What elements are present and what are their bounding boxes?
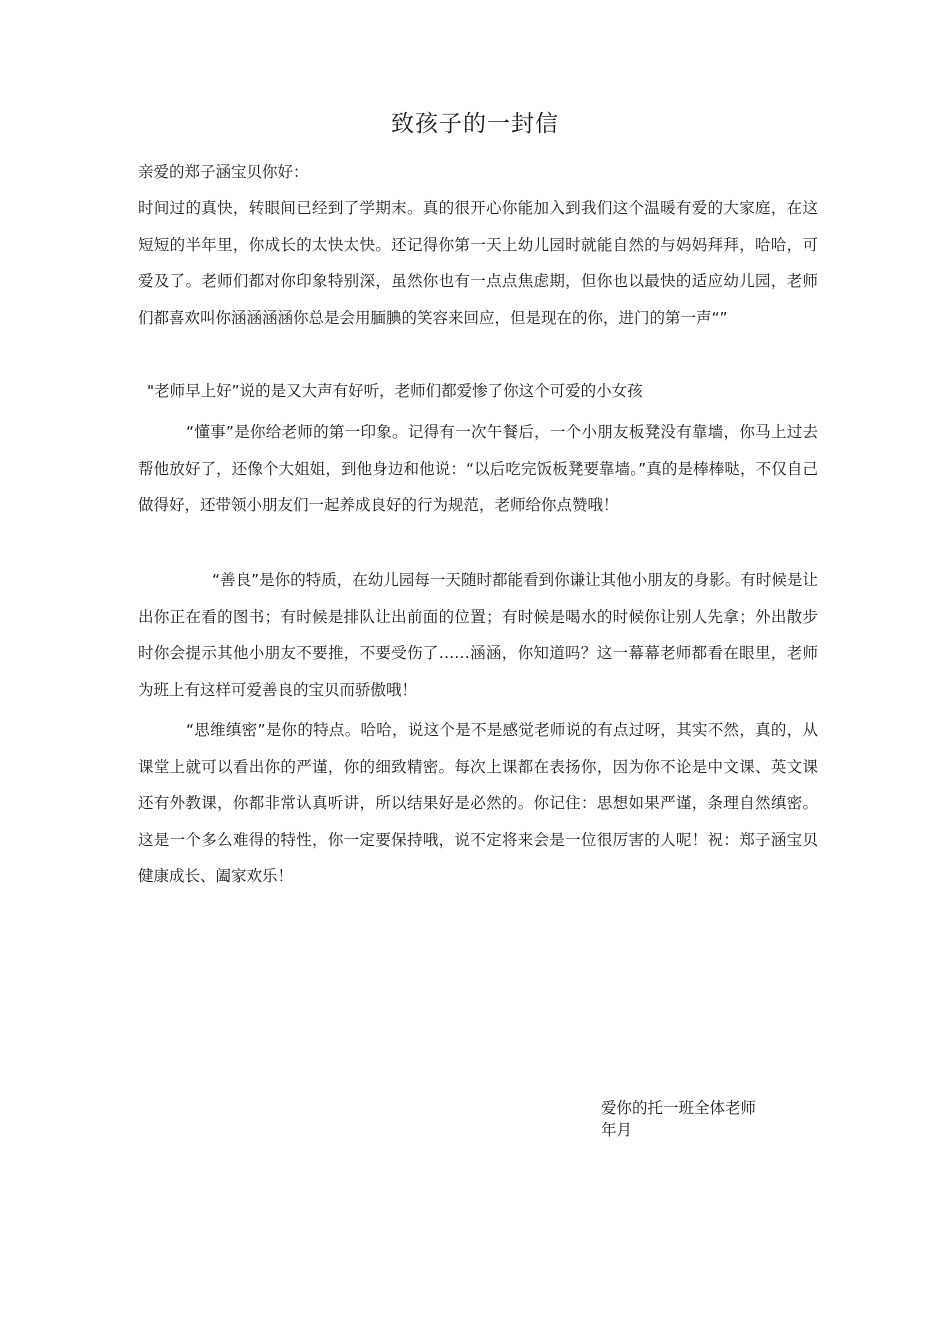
- letter-signature: [601, 1097, 756, 1141]
- signature-date: 年月: [601, 1121, 633, 1139]
- paragraph-intro: 时间过的真快，转眼间已经到了学期末。真的很开心你能加入到我们这个温暖有爱的大家庭，在这短短的半年里，你成长的太快太快。还记得你第一天上幼儿园时就能自然的与妈妈拜拜，哈哈，可爱及了。老师们都对你印象特别深，虽然你也有一点点焦虑期，但你也以最快的适应幼儿园，老师们都喜欢叫你涵涵涵涵你总是会用腼腆的笑容来回应，但是现在的你，进门的第一声“”: [138, 199, 818, 327]
- signature-from: 爱你的托一班全体老师: [601, 1099, 757, 1117]
- letter-salutation: 亲爱的郑子涵宝贝你好：: [138, 163, 309, 181]
- paragraph-greeting-quote: "老师早上好”说的是又大声有好听，老师们都爱惨了你这个可爱的小女孩: [147, 382, 643, 400]
- letter-title: 致孩子的一封信: [391, 111, 559, 137]
- paragraph-kindness: “善良”是你的特质，在幼儿园每一天随时都能看到你谦让其他小朋友的身影。有时候是让出你正在看的图书；有时候是排队让出前面的位置；有时候是喝水的时候你让别人先拿；外出散步时你会提示其他小朋友不要推，不要受伤了……涵涵，你知道吗？这一幕幕老师都看在眼里，老师为班上有这样可爱善良的宝贝而骄傲哦！: [138, 571, 818, 699]
- paragraph-sensible: “懂事”是你给老师的第一印象。记得有一次午餐后，一个小朋友板凳没有靠墙，你马上过去帮他放好了，还像个大姐姐，到他身边和他说：“以后吃完饭板凳要靠墙。”真的是棒棒哒，不仅自己做得好，还带领小朋友们一起养成良好的行为规范，老师给你点赞哦！: [138, 423, 818, 515]
- paragraph-careful-thinking: “思维缜密”是你的特点。哈哈，说这个是不是感觉老师说的有点过呀，其实不然，真的，从课堂上就可以看出你的严谨，你的细致精密。每次上课都在表扬你，因为你不论是中文课、英文课还有外教课，你都非常认真听讲，所以结果好是必然的。你记住：思想如果严谨，条理自然缜密。这是一个多么难得的特性，你一定要保持哦，说不定将来会是一位很厉害的人呢！祝：郑子涵宝贝健康成长、阖家欢乐！: [138, 721, 818, 886]
